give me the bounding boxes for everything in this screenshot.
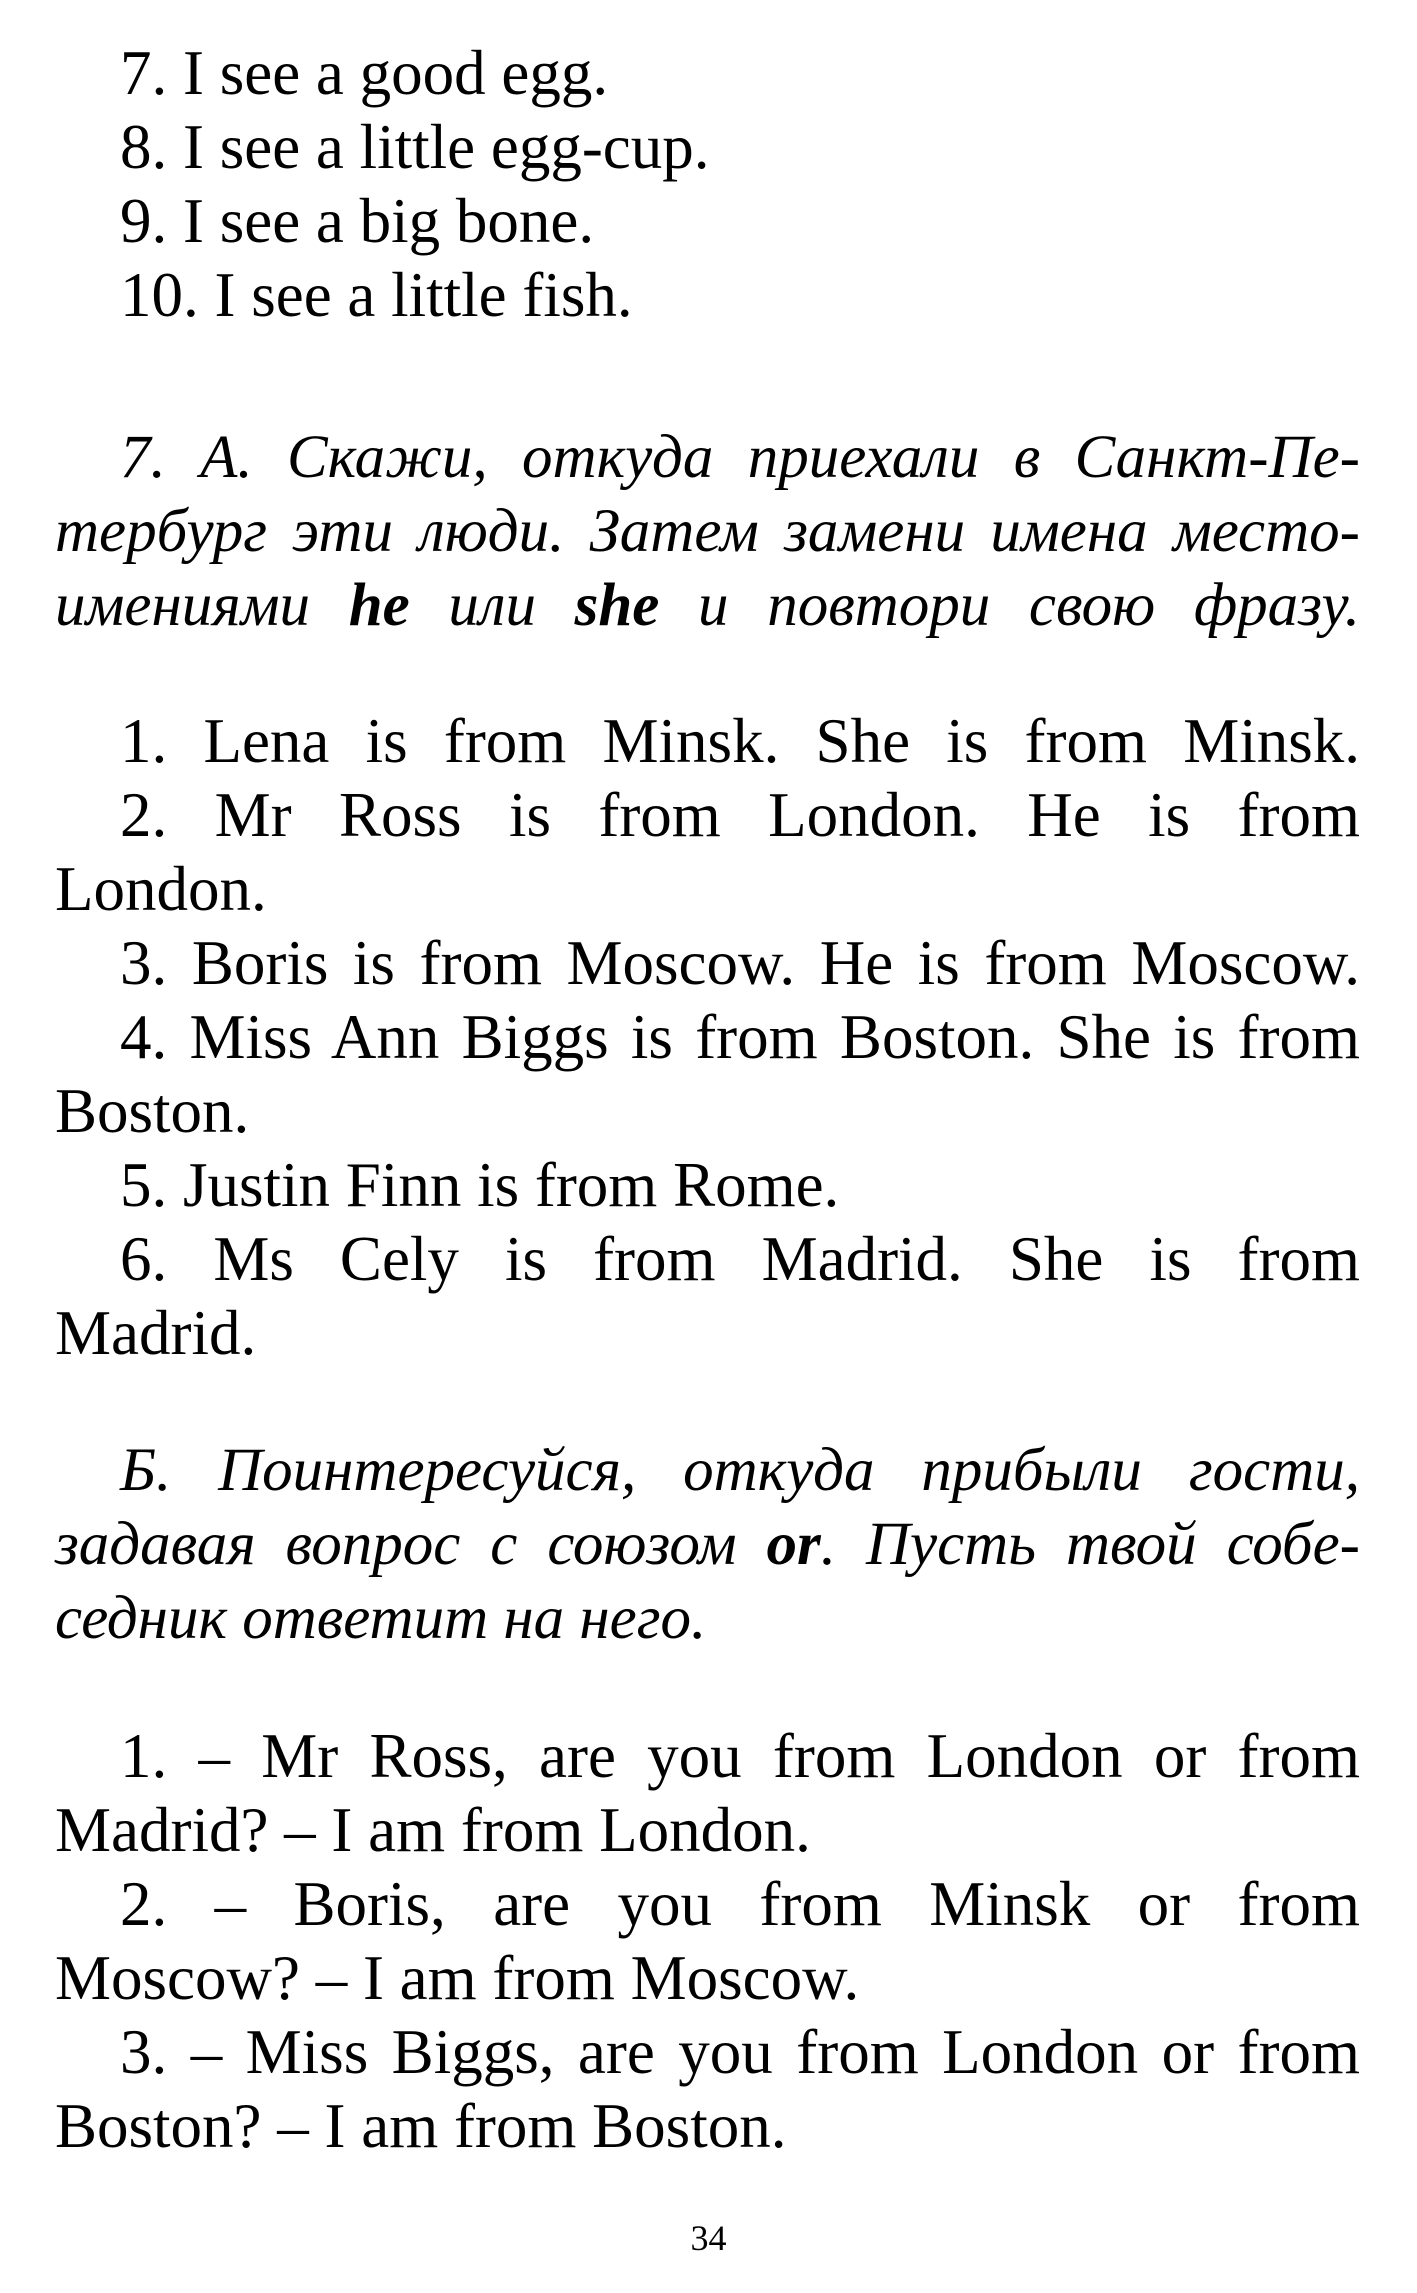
exercise-7a-instruction — [55, 421, 1360, 643]
instruction-line — [55, 569, 1360, 643]
page-number: 34 — [690, 2218, 727, 2258]
conjunction-or: or — [766, 1511, 821, 1578]
instruction-text: или — [409, 572, 575, 639]
instruction-text: . Пусть твой собе- — [820, 1511, 1360, 1578]
answer-line: Madrid. — [55, 1298, 257, 1368]
instruction-line — [55, 1508, 1360, 1582]
sentence-list — [55, 36, 1360, 332]
exercise-7a-answers — [55, 704, 1360, 1370]
answer-line: 1. Lena is from Minsk. She is from Minsk. — [120, 706, 1360, 776]
list-item: 9. I see a big bone. — [120, 186, 595, 256]
exercise-7b-answers — [55, 1719, 1360, 2163]
answer-line: 3. Boris is from Moscow. He is from Moscow. — [120, 928, 1360, 998]
instruction-text: имениями — [55, 572, 349, 639]
instruction-text: и повтори свою фразу. — [659, 572, 1360, 639]
instruction-text: задавая вопрос с союзом — [55, 1511, 767, 1578]
instruction-line: тербург эти люди. Затем замени имена место- — [55, 498, 1360, 565]
answer-line: 3. – Miss Biggs, are you from London or from — [120, 2017, 1360, 2087]
list-item: 8. I see a little egg-cup. — [120, 112, 710, 182]
list-item: 7. I see a good egg. — [120, 38, 609, 108]
answer-line: 2. Mr Ross is from London. He is from — [120, 780, 1360, 850]
answer-line: Boston? – I am from Boston. — [55, 2091, 787, 2161]
answer-line: 2. – Boris, are you from Minsk or from — [120, 1869, 1360, 1939]
answer-line: 4. Miss Ann Biggs is from Boston. She is from — [120, 1002, 1360, 1072]
answer-line: Moscow? – I am from Moscow. — [55, 1943, 860, 2013]
instruction-line: седник ответит на него. — [55, 1585, 707, 1652]
answer-line: 6. Ms Cely is from Madrid. She is from — [120, 1224, 1360, 1294]
answer-line: 5. Justin Finn is from Rome. — [120, 1150, 840, 1220]
pronoun-she: she — [574, 572, 660, 639]
answer-line: Boston. — [55, 1076, 250, 1146]
instruction-line: Б. Поинтересуйся, откуда прибыли гости, — [120, 1437, 1360, 1504]
answer-line: Madrid? – I am from London. — [55, 1795, 811, 1865]
pronoun-he: he — [348, 572, 410, 639]
list-item: 10. I see a little fish. — [120, 260, 633, 330]
answer-line: London. — [55, 854, 267, 924]
instruction-line: 7. А. Скажи, откуда приехали в Санкт-Пе- — [120, 424, 1360, 491]
exercise-7b-instruction — [55, 1434, 1360, 1656]
answer-line: 1. – Mr Ross, are you from London or from — [120, 1721, 1360, 1791]
